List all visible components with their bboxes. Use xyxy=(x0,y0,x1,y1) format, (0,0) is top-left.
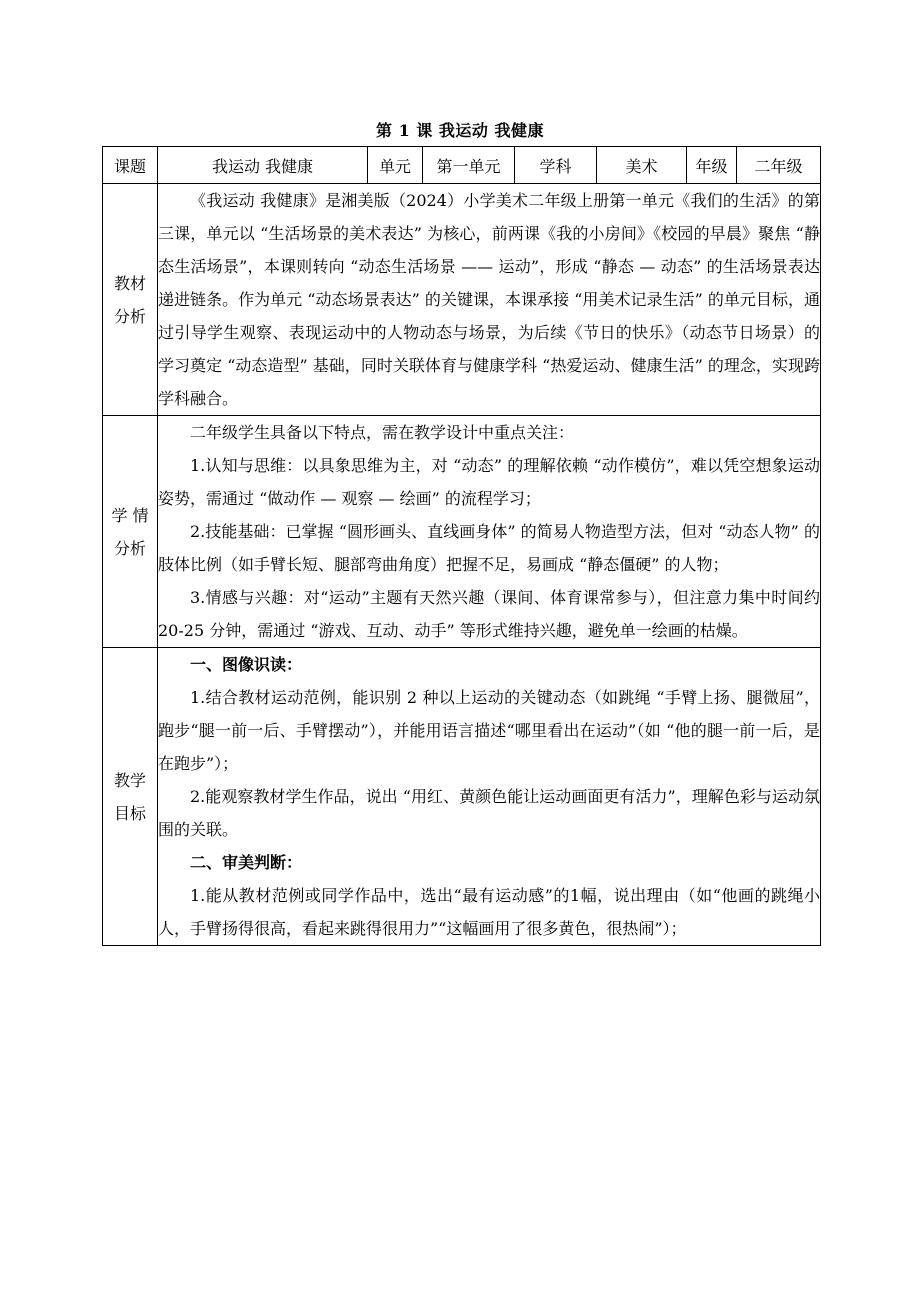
goals-label-line-1: 教学 xyxy=(113,770,146,790)
unit-value: 第一单元 xyxy=(423,147,515,184)
topic-label: 课题 xyxy=(103,147,158,184)
grade-label: 年级 xyxy=(687,147,737,184)
material-text: 《我运动 我健康》是湘美版（2024）小学美术二年级上册第一单元《我们的生活》的第三课，单元以 “生活场景的美术表达” 为核心，前两课《我的小房间》《校园的早晨》聚焦 “静态生活场景”，本课则转向 “动态生活场景 —— 运动”，形成 “静态 — 动态” 的生活场景表达递进链条。作为单元 “动态场景表达” 的关键课，本课承接 “用美术记录生活” 的单元目标，通过引导学生观察、表现运动中的人物动态与场景，为后续《节日的快乐》（动态节日场景）的学习奠定 “动态造型” 基础，同时关联体育与健康学科 “热爱运动、健康生活” 的理念，实现跨学科融合。 xyxy=(158,191,820,408)
students-item: 3.情感与兴趣：对“运动”主题有天然兴趣（课间、体育课常参与），但注意力集中时间约 20-25 分钟，需通过 “游戏、互动、动手” 等形式维持兴趣，避免单一绘画的枯燥。 xyxy=(158,588,820,640)
goals-item: 2.能观察教材学生作品，说出 “用红、黄颜色能让运动画面更有活力”，理解色彩与运动氛围的关联。 xyxy=(158,787,820,839)
goals-content xyxy=(158,648,821,946)
goals-item: 1.结合教材运动范例，能识别 2 种以上运动的关键动态（如跳绳 “手臂上扬、腿微屈”，跑步“腿一前一后、手臂摆动”），并能用语言描述“哪里看出在运动”（如 “他的腿一前一后，是在跑步”）； xyxy=(158,688,820,773)
students-label-line-2: 分析 xyxy=(113,538,146,558)
students-row xyxy=(103,416,821,648)
goals-row xyxy=(103,648,821,946)
header-row xyxy=(103,147,821,184)
goals-item: 1.能从教材范例或同学作品中，选出“最有运动感”的1幅，说出理由（如“他画的跳绳小人，手臂扬得很高，看起来跳得很用力”“这幅画用了很多黄色，很热闹”）； xyxy=(158,886,820,938)
goals-section-title: 二、审美判断： xyxy=(190,853,303,872)
topic-value: 我运动 我健康 xyxy=(158,147,368,184)
students-intro: 二年级学生具备以下特点，需在教学设计中重点关注： xyxy=(190,423,575,442)
goals-label xyxy=(103,648,158,946)
goals-section-title: 一、图像识读： xyxy=(190,655,303,674)
students-item: 2.技能基础：已掌握 “圆形画头、直线画身体” 的简易人物造型方法，但对 “动态人物” 的肢体比例（如手臂长短、腿部弯曲角度）把握不足，易画成 “静态僵硬” 的人物； xyxy=(158,522,820,574)
material-label-line-2: 分析 xyxy=(113,306,146,326)
material-content xyxy=(158,184,821,416)
goals-label-line-2: 目标 xyxy=(113,803,146,823)
page-title: 第 1 课 我运动 我健康 xyxy=(376,121,544,140)
material-label xyxy=(103,184,158,416)
subject-value: 美术 xyxy=(597,147,687,184)
material-row xyxy=(103,184,821,416)
grade-value: 二年级 xyxy=(737,147,821,184)
students-label xyxy=(103,416,158,648)
unit-label: 单元 xyxy=(368,147,423,184)
students-content xyxy=(158,416,821,648)
subject-label: 学科 xyxy=(515,147,597,184)
material-label-line-1: 教材 xyxy=(113,273,146,293)
students-label-line-1: 学 情 xyxy=(111,505,149,525)
lesson-plan-table xyxy=(102,146,821,946)
students-item: 1.认知与思维：以具象思维为主，对 “动态” 的理解依赖 “动作模仿”，难以凭空想象运动姿势，需通过 “做动作 — 观察 — 绘画” 的流程学习； xyxy=(158,456,820,508)
